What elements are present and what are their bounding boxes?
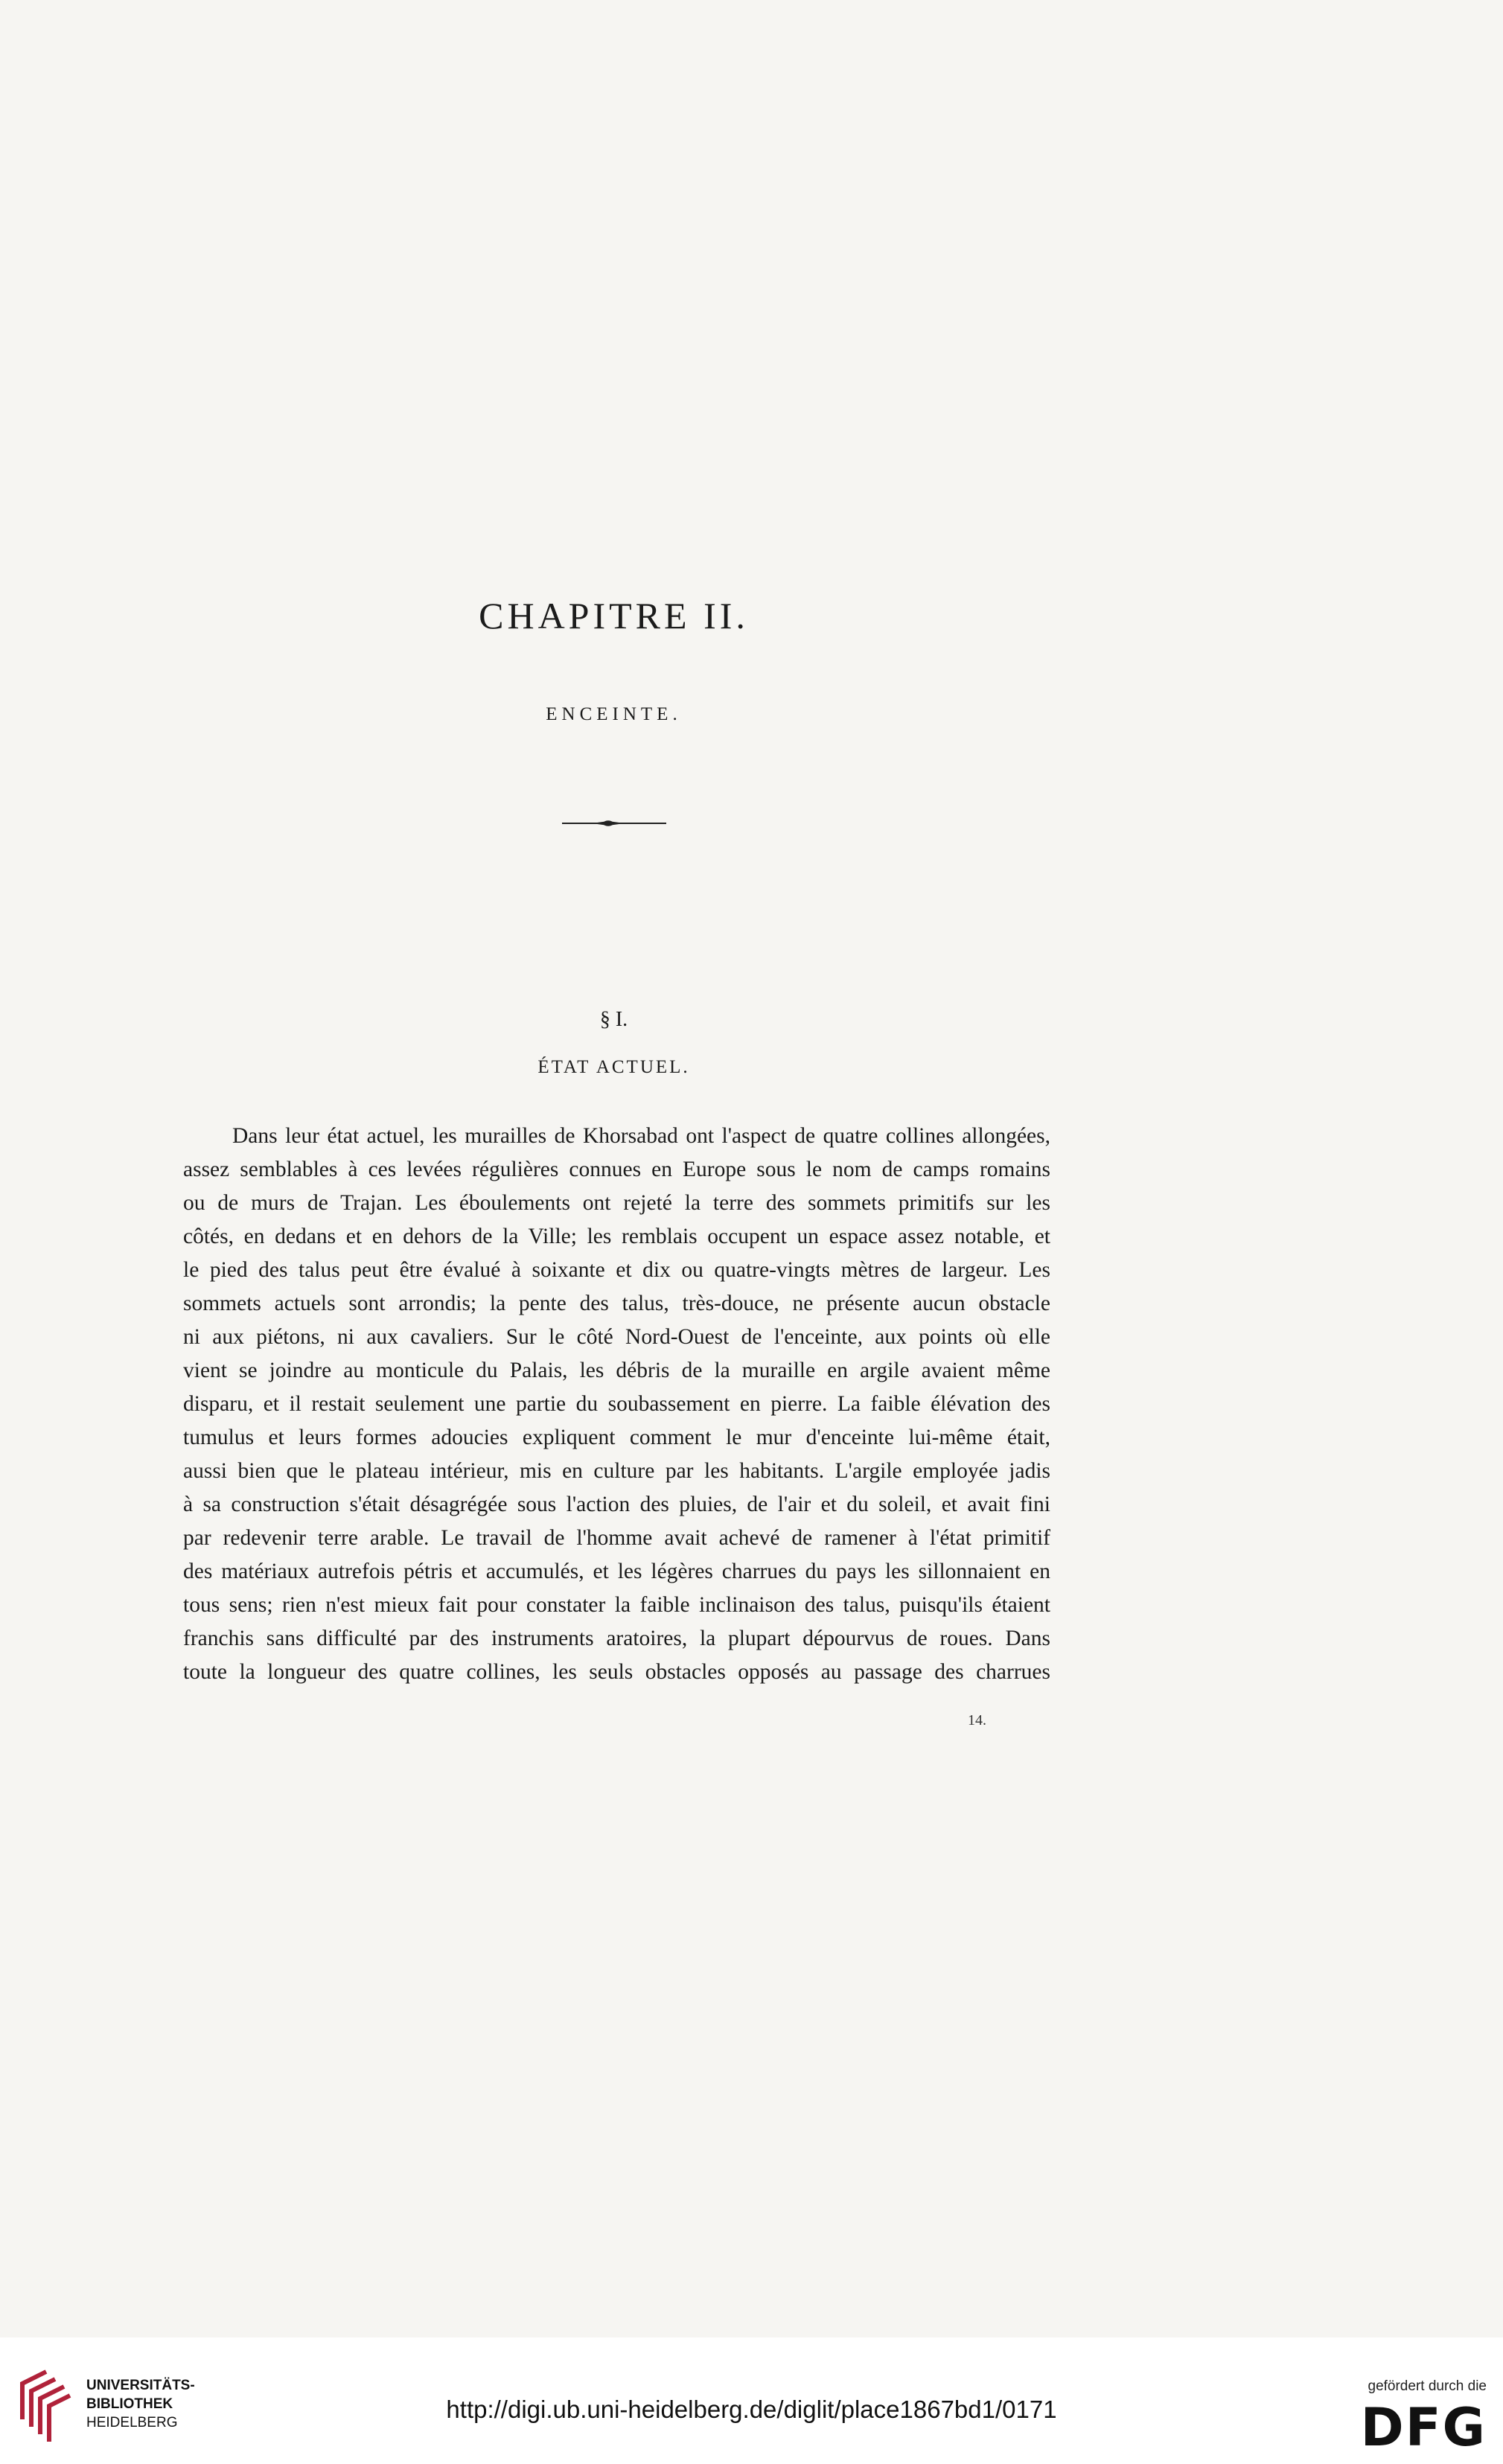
section-number: § I. — [599, 1008, 628, 1031]
library-name-line2: BIBLIOTHEK — [86, 2396, 173, 2412]
dfg-logo: DFG — [1360, 2397, 1487, 2458]
text-line: le pied des talus peut être évalué à soixante et dix ou quatre-vingts mètres de largeur. Les — [183, 1258, 1050, 1282]
text-line: franchis sans difficulté par des instruments aratoires, la plupart dépourvus de roues. Dans — [183, 1627, 1050, 1650]
library-name-line3: HEIDELBERG — [86, 2415, 178, 2431]
text-line: côtés, en dedans et en dehors de la Ville; les remblais occupent un espace assez notable, et — [183, 1225, 1050, 1248]
chapter-subtitle: ENCEINTE. — [546, 704, 682, 724]
source-url-link[interactable]: http://digi.ub.uni-heidelberg.de/diglit/place1867bd1/0171 — [446, 2396, 1057, 2423]
text-line: toute la longueur des quatre collines, les seuls obstacles opposés au passage des charrues — [183, 1660, 1050, 1684]
section-title: ÉTAT ACTUEL. — [537, 1057, 690, 1077]
text-line: tous sens; rien n'est mieux fait pour constater la faible inclinaison des talus, puisqu'ils étaient — [183, 1593, 1050, 1617]
text-line: ni aux piétons, ni aux cavaliers. Sur le côté Nord-Ouest de l'enceinte, aux points où elle — [183, 1325, 1050, 1349]
text-line: sommets actuels sont arrondis; la pente des talus, très-douce, ne présente aucun obstacle — [183, 1292, 1050, 1315]
text-line: ou de murs de Trajan. Les éboulements ont rejeté la terre des sommets primitifs sur les — [183, 1191, 1050, 1215]
text-line: vient se joindre au monticule du Palais, les débris de la muraille en argile avaient même — [183, 1359, 1050, 1382]
text-line: aussi bien que le plateau intérieur, mis en culture par les habitants. L'argile employée jadis — [183, 1459, 1050, 1483]
chapter-title: CHAPITRE II. — [479, 595, 749, 636]
text-line: Dans leur état actuel, les murailles de Khorsabad ont l'aspect de quatre collines allongées, — [232, 1124, 1050, 1148]
body-text — [183, 1120, 1050, 1689]
funding-caption: gefördert durch die — [1368, 2378, 1487, 2394]
text-line: des matériaux autrefois pétris et accumulés, et les légères charrues du pays les sillonnaient en — [183, 1560, 1050, 1583]
library-name-line1: UNIVERSITÄTS- — [86, 2378, 195, 2393]
text-line: disparu, et il restait seulement une partie du soubassement en pierre. La faible élévation des — [183, 1392, 1050, 1416]
text-line: tumulus et leurs formes adoucies expliquent comment le mur d'enceinte lui-même était, — [183, 1426, 1050, 1449]
text-line: assez semblables à ces levées régulières connues en Europe sous le nom de camps romains — [183, 1158, 1050, 1181]
page-number: 14. — [968, 1712, 986, 1729]
footer-bar — [0, 2337, 1503, 2464]
text-line: à sa construction s'était désagrégée sous l'action des pluies, de l'air et du soleil, et avait fini — [183, 1493, 1050, 1516]
ornament-divider-icon — [562, 819, 666, 828]
text-line: par redevenir terre arable. Le travail de l'homme avait achevé de ramener à l'état primitif — [183, 1526, 1050, 1550]
